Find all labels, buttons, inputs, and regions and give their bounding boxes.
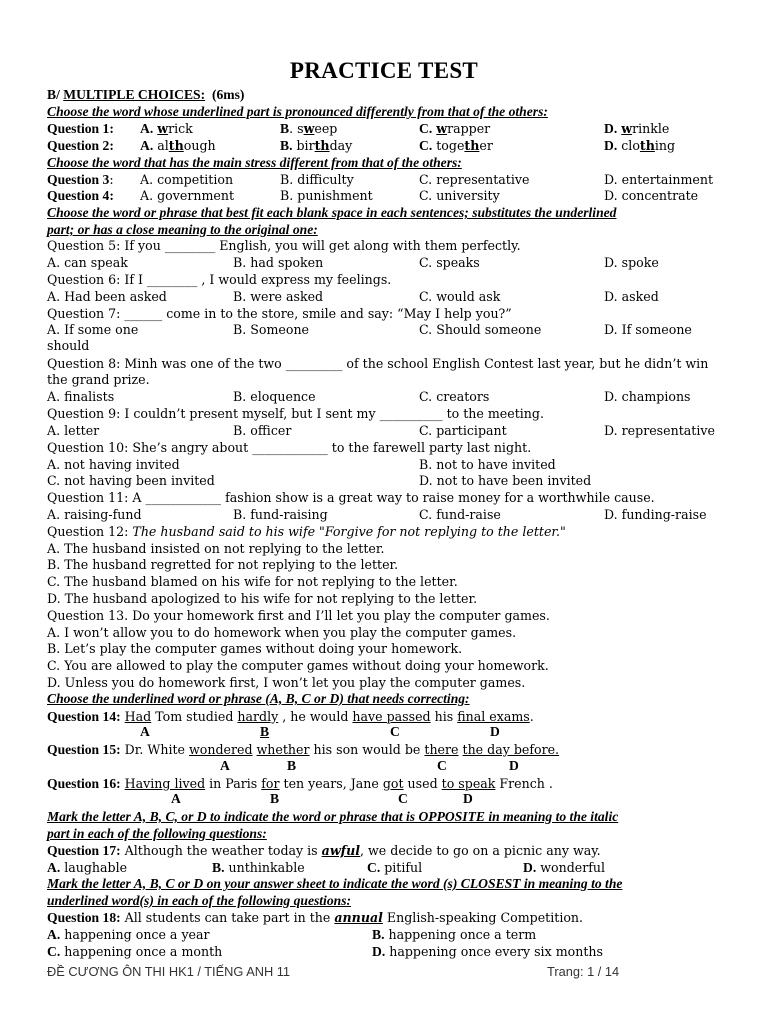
instruction-pronunciation: Choose the word whose underlined part is pronounced differently from that of the others: [47,104,548,119]
q11-option-d: D. funding-raise [604,507,707,522]
q16-letter-d: D [463,791,473,806]
section-name: MULTIPLE CHOICES: [63,87,206,102]
instruction-closest-line-2: underlined word(s) in each of the following questions: [47,893,352,908]
q12-option-a: A. The husband insisted on not replying to the letter. [47,541,385,556]
q9-option-a: A. letter [47,423,100,438]
question-1-label: Question 1: [47,121,114,136]
q5-option-c: C. speaks [419,255,480,270]
instruction-stress: Choose the word that has the main stress different from that of the others: [47,155,462,170]
q18-option-c: C. happening once a month [47,944,223,959]
q13-option-d: D. Unless you do homework first, I won’t let you play the computer games. [47,675,526,690]
question-3-label: Question 3: [47,172,114,187]
q7-option-a-wrap: should [47,338,90,353]
q3-option-b: B. difficulty [280,172,354,187]
q8-option-d: D. champions [604,389,691,404]
question-8-stem: Question 8: Minh was one of the two _________ of the school English Contest last year, but he didn’t win [47,356,709,371]
q5-option-d: D. spoke [604,255,659,270]
q6-option-d: D. asked [604,289,659,304]
instruction-opposite-line-2: part in each of the following questions: [47,826,267,841]
q4-option-b: B. punishment [280,188,373,203]
question-11-stem: Question 11: A ____________ fashion show is a great way to raise money for a worthwhile cause. [47,490,655,505]
q8-option-b: B. eloquence [233,389,316,404]
q15-letter-d: D [509,758,519,773]
q6-option-a: A. Had been asked [47,289,167,304]
q6-option-b: B. were asked [233,289,324,304]
q15-letter-b: B [287,758,297,773]
question-13-stem: Question 13. Do your homework first and I’ll let you play the computer games. [47,608,550,623]
instruction-opposite-line-1: Mark the letter A, B, C, or D to indicate the word or phrase that is OPPOSITE in meaning to the italic [47,809,619,824]
q11-option-c: C. fund-raise [419,507,501,522]
q17-option-a: A. laughable [47,860,128,875]
q7-option-a: A. If some one [47,322,139,337]
q2-option-d: D. clothing [604,138,676,153]
question-18-stem: Question 18: All students can take part in the annual English-speaking Competition. [47,910,584,925]
q10-option-b: B. not to have invited [419,457,556,472]
q13-option-c: C. You are allowed to play the computer games without doing your homework. [47,658,549,673]
q1-option-b: B. sweep [280,121,338,136]
question-9-stem: Question 9: I couldn’t present myself, but I sent my __________ to the meeting. [47,406,544,421]
q15-letter-a: A [220,758,230,773]
q1-option-d: D. wrinkle [604,121,670,136]
question-6-stem: Question 6: If I ________ , I would express my feelings. [47,272,392,287]
q4-option-c: C. university [419,188,500,203]
section-prefix: B/ [47,87,64,102]
q3-option-c: C. representative [419,172,530,187]
q16-letter-b: B [270,791,280,806]
q12-option-b: B. The husband regretted for not replying to the letter. [47,557,399,572]
q13-option-b: B. Let’s play the computer games without doing your homework. [47,641,463,656]
question-17-stem: Question 17: Although the weather today is awful, we decide to go on a picnic any way. [47,843,601,858]
q10-option-d: D. not to have been invited [419,473,592,488]
q14-letter-a: A [140,724,150,739]
q11-option-b: B. fund-raising [233,507,328,522]
q3-option-a: A. competition [140,172,234,187]
q17-option-d: D. wonderful [523,860,606,875]
q4-option-a: A. government [140,188,235,203]
q10-option-c: C. not having been invited [47,473,215,488]
instruction-grammar-line-1: Choose the word or phrase that best fit each blank space in each sentences; substitutes the underlined [47,205,617,220]
instruction-error-identification: Choose the underlined word or phrase (A, B, C or D) that needs correcting: [47,691,470,706]
question-7-stem: Question 7: ______ come in to the store, smile and say: “May I help you?” [47,306,512,321]
question-8-stem-wrap: the grand prize. [47,372,150,387]
q9-option-b: B. officer [233,423,292,438]
instruction-closest-line-1: Mark the letter A, B, C or D on your answer sheet to indicate the word (s) CLOSEST in meaning to the [47,876,623,891]
q2-option-c: C. together [419,138,493,153]
q11-option-a: A. raising-fund [47,507,142,522]
q18-option-a: A. happening once a year [47,927,210,942]
q8-option-c: C. creators [419,389,490,404]
section-points: (6ms) [211,87,245,102]
page-title: PRACTICE TEST [289,58,479,83]
section-heading [47,87,244,103]
q9-option-d: D. representative [604,423,715,438]
q7-option-b: B. Someone [233,322,310,337]
q7-option-c: C. Should someone [419,322,542,337]
question-15-stem: Question 15: Dr. White wondered whether his son would be there the day before. [47,742,560,757]
q14-letter-b: B [260,724,270,739]
q14-letter-c: C [390,724,400,739]
q2-option-b: B. birthday [280,138,353,153]
q16-letter-a: A [171,791,181,806]
q14-letter-d: D [490,724,500,739]
q4-option-d: D. concentrate [604,188,699,203]
q13-option-a: A. I won’t allow you to do homework when you play the computer games. [47,625,517,640]
q1-option-a: A. wrick [140,121,193,136]
q6-option-c: C. would ask [419,289,501,304]
q7-option-d: D. If someone [604,322,692,337]
footer-page-number: Trang: 1 / 14 [547,964,620,979]
q9-option-c: C. participant [419,423,507,438]
question-16-stem: Question 16: Having lived in Paris for ten years, Jane got used to speak French . [47,776,553,791]
question-5-stem: Question 5: If you ________ English, you will get along with them perfectly. [47,238,521,253]
question-14-stem: Question 14: Had Tom studied hardly , he would have passed his final exams. [47,709,534,724]
q10-option-a: A. not having invited [47,457,180,472]
q1-option-c: C. wrapper [419,121,491,136]
q18-option-d: D. happening once every six months [372,944,603,959]
question-4-label: Question 4: [47,188,114,203]
question-12-stem: Question 12: The husband said to his wife "Forgive for not replying to the letter." [47,524,566,539]
q12-option-c: C. The husband blamed on his wife for not replying to the letter. [47,574,458,589]
q12-option-d: D. The husband apologized to his wife for not replying to the letter. [47,591,478,606]
q5-option-a: A. can speak [47,255,128,270]
q8-option-a: A. finalists [47,389,115,404]
q17-option-c: C. pitiful [367,860,423,875]
q3-option-d: D. entertainment [604,172,714,187]
question-2-label: Question 2: [47,138,114,153]
q2-option-a: A. although [140,138,216,153]
instruction-grammar-line-2: part; or has a close meaning to the original one: [47,222,318,237]
q17-option-b: B. unthinkable [212,860,305,875]
question-10-stem: Question 10: She’s angry about ____________ to the farewell party last night. [47,440,532,455]
q5-option-b: B. had spoken [233,255,324,270]
q16-letter-c: C [398,791,408,806]
q15-letter-c: C [437,758,447,773]
footer-title: ĐỀ CƯƠNG ÔN THI HK1 / TIẾNG ANH 11 [47,964,291,979]
q18-option-b: B. happening once a term [372,927,537,942]
